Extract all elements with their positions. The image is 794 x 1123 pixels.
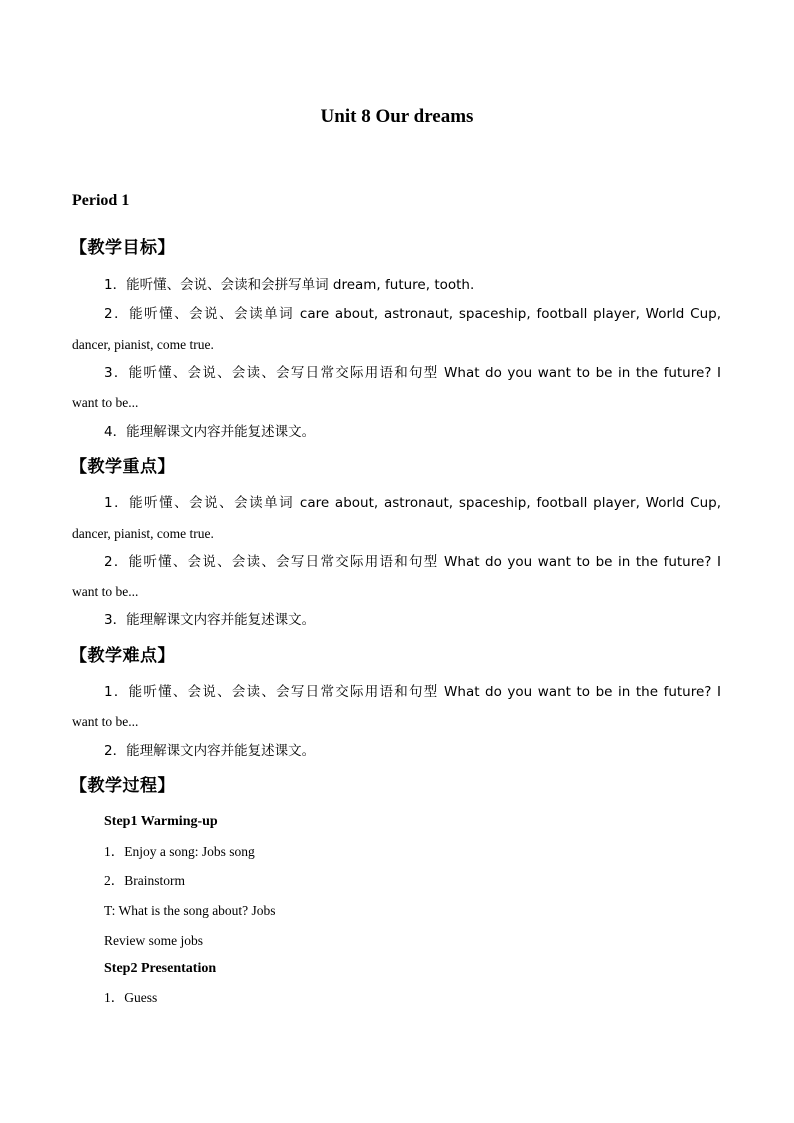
key-item-1-line-1: 1．能听懂、会说、会读单词 care about, astronaut, spaceship, football player, World Cup, [104, 495, 721, 511]
goals-item-3-line-1: 3．能听懂、会说、会读、会写日常交际用语和句型 What do you want to be in the future? I [104, 365, 721, 381]
period-heading: Period 1 [72, 192, 130, 209]
step1-line-3: T: What is the song about? Jobs [104, 903, 276, 918]
section-heading-difficulties: 【教学难点】 [70, 646, 175, 666]
goals-item-3-line-2: want to be... [72, 395, 139, 410]
step2-line-1: 1．Guess [104, 990, 158, 1005]
diff-item-2: 2．能理解课文内容并能复述课文。 [104, 743, 316, 759]
step1-line-4: Review some jobs [104, 933, 203, 948]
goals-item-2-line-2: dancer, pianist, come true. [72, 337, 214, 352]
page-title: Unit 8 Our dreams [320, 106, 474, 127]
step1-line-2: 2．Brainstorm [104, 873, 185, 888]
step1-line-1: 1．Enjoy a song: Jobs song [104, 844, 255, 859]
goals-item-2-line-1: 2．能听懂、会说、会读单词 care about, astronaut, spaceship, football player, World Cup, [104, 306, 721, 322]
goals-item-4: 4．能理解课文内容并能复述课文。 [104, 424, 316, 440]
goals-item-1: 1．能听懂、会说、会读和会拼写单词 dream, future, tooth. [104, 277, 475, 293]
section-heading-goals: 【教学目标】 [70, 238, 175, 258]
key-item-1-line-2: dancer, pianist, come true. [72, 526, 214, 541]
step1-title: Step1 Warming-up [104, 814, 218, 829]
step2-title: Step2 Presentation [104, 961, 217, 976]
diff-item-1-line-2: want to be... [72, 714, 139, 729]
key-item-3: 3．能理解课文内容并能复述课文。 [104, 612, 316, 628]
key-item-2-line-2: want to be... [72, 584, 139, 599]
section-heading-process: 【教学过程】 [70, 776, 175, 796]
diff-item-1-line-1: 1．能听懂、会说、会读、会写日常交际用语和句型 What do you want to be in the future? I [104, 684, 721, 700]
key-item-2-line-1: 2．能听懂、会说、会读、会写日常交际用语和句型 What do you want to be in the future? I [104, 554, 721, 570]
section-heading-key-points: 【教学重点】 [70, 457, 175, 477]
